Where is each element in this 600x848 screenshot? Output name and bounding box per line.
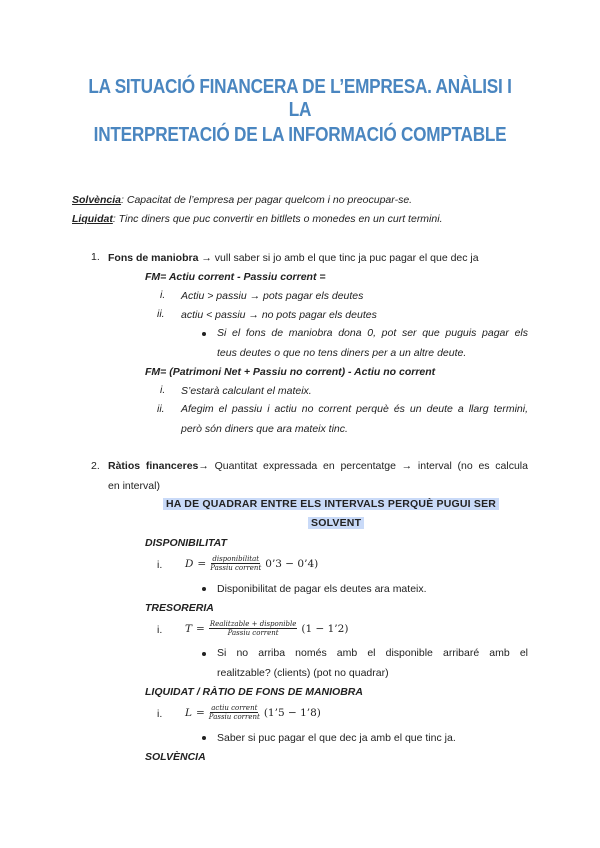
formula-variable: T [185, 622, 193, 635]
formula-disponibilitat [185, 555, 318, 572]
definition-text: : Tinc diners que puc convertir en bitllets o monedes en un curt termini. [112, 213, 443, 225]
page-title-line2: INTERPRETACIÓ DE LA INFORMACIÓ COMPTABLE [93, 124, 507, 146]
list-item-line1: Afegim el passiu i actiu no corrent perquè és un deute a llarg termini, [181, 403, 528, 415]
formula-equals: = [195, 706, 205, 719]
fraction-denominator: Passiu corrent [227, 629, 279, 637]
fraction-denominator: Passiu corrent [208, 713, 260, 721]
bullet-text-line2: teus deutes o que no tens diners per a un altre deute. [217, 347, 467, 359]
formula-liquidat [185, 704, 321, 721]
list-item: actiu < passiu → no pots pagar els deutes [181, 309, 377, 321]
page-title-line1: LA SITUACIÓ FINANCERA DE L’EMPRESA. ANÀLISI I LA [88, 76, 512, 121]
formula-range: (1’5 − 1’8) [263, 706, 321, 719]
formula-variable: L [185, 706, 192, 719]
heading-term: Ràtios financeres [108, 460, 199, 472]
highlight-line1: HA DE QUADRAR ENTRE ELS INTERVALS PERQUÈ PUGUI SER [163, 498, 499, 510]
bullet-text: Saber si puc pagar el que dec ja amb el que tinc ja. [217, 732, 456, 744]
list-number: 2. [91, 460, 100, 472]
definition-liquidat [72, 212, 442, 226]
definition-term: Solvència [72, 194, 122, 206]
section-heading-line2: en interval) [108, 480, 160, 492]
roman-numeral: ii. [157, 403, 165, 415]
roman-numeral: i. [160, 384, 166, 396]
ratio-label-liquidat: LIQUIDAT / RÀTIO DE FONS DE MANIOBRA [145, 686, 363, 698]
formula-equals: = [197, 557, 207, 570]
roman-numeral: i. [157, 624, 163, 636]
formula-fm2: FM= (Patrimoni Net + Passiu no corrent) - Actiu no corrent [145, 366, 436, 378]
formula-range: (1 − 1’2) [301, 622, 349, 635]
fraction-numerator: Realitzable + disponible [209, 620, 297, 628]
bullet-text-line1: Si el fons de maniobra dona 0, pot ser que puguis pagar els [217, 327, 528, 339]
roman-numeral: i. [160, 289, 166, 301]
formula-tresoreria [185, 620, 348, 637]
formula-fraction [209, 704, 260, 721]
formula-equals: = [196, 622, 205, 635]
formula-variable: D [185, 557, 194, 570]
list-item-line2: però són diners que ara mateix tinc. [181, 423, 348, 435]
heading-term: Fons de maniobra [108, 252, 199, 264]
ratio-label-solvencia: SOLVÈNCIA [145, 751, 206, 763]
highlight-line2: SOLVENT [308, 517, 364, 529]
section-heading [108, 460, 528, 472]
bullet-text: Disponibilitat de pagar els deutes ara mateix. [217, 583, 427, 595]
fraction-numerator: disponibilitat [212, 555, 260, 563]
bullet-icon [202, 587, 206, 591]
definition-term: Liquidat [72, 213, 113, 225]
bullet-icon [202, 652, 206, 656]
formula-fraction [210, 555, 261, 572]
bullet-text-line1: Si no arriba només amb el disponible arribaré amb el [217, 647, 528, 659]
formula-fm1: FM= Actiu corrent - Passiu corrent = [145, 271, 326, 283]
roman-numeral: i. [157, 708, 163, 720]
definition-solvencia [72, 193, 412, 207]
bullet-icon [202, 332, 206, 336]
list-item: S’estarà calculant el mateix. [181, 385, 312, 397]
section-heading [108, 251, 479, 265]
fraction-denominator: Passiu corrent [210, 564, 262, 572]
bullet-text-line2: realitzable? (clients) (pot no quadrar) [217, 667, 389, 679]
fraction-numerator: actiu corrent [211, 704, 258, 712]
roman-numeral: ii. [157, 308, 165, 320]
ratio-label-tresoreria: TRESORERIA [145, 602, 214, 614]
definition-text: : Capacitat de l’empresa per pagar quelcom i no preocupar-se. [121, 194, 413, 206]
list-number: 1. [91, 251, 100, 263]
bullet-icon [202, 736, 206, 740]
list-item: Actiu > passiu → pots pagar els deutes [181, 290, 364, 302]
roman-numeral: i. [157, 559, 163, 571]
heading-rest: → vull saber si jo amb el que tinc ja puc pagar el que dec ja [198, 252, 479, 264]
heading-rest: → Quantitat expressada en percentatge → interval (no es calcula [198, 460, 528, 472]
formula-range: 0’3 − 0’4) [265, 557, 319, 570]
formula-fraction [209, 620, 298, 637]
ratio-label-disponibilitat: DISPONIBILITAT [145, 537, 227, 549]
